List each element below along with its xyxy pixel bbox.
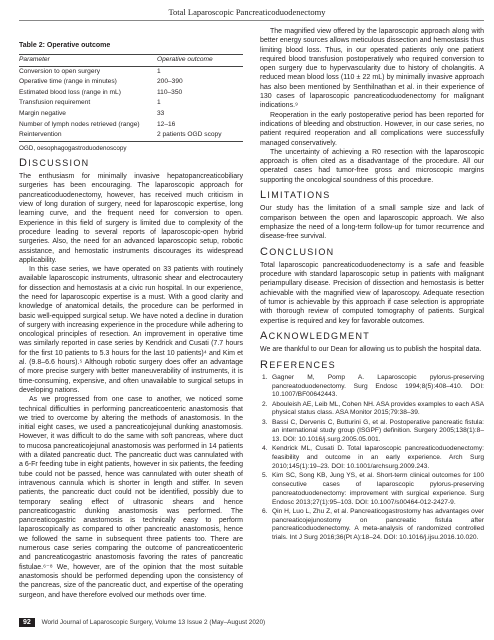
table-cell-outcome: 200–390 (157, 78, 183, 86)
table-cell-outcome: 1 (157, 99, 161, 107)
reference-text: Qin H, Luo L, Zhu Z, et al. Pancreaticogastrostomy has advantages over pancreaticojejunostomy on pancreatic fistula after pancreaticoduodenectomy. A meta-analysis of randomized controlled trials. Int J Surg 2016;36(Pt A):18–24. DOI: 10.1016/j.ijsu.2016.10.020. (272, 507, 484, 542)
reference-number: 1. (262, 373, 268, 381)
table-cell-outcome: 33 (157, 110, 165, 117)
table-cell-outcome: 1 (157, 67, 161, 75)
table-cell-parameter: Reintervention (19, 130, 157, 141)
reference-item (260, 508, 484, 543)
table-cell-parameter: Conversion to open surgery (19, 67, 101, 75)
reference-text: Abouleish AE, Leib ML, Cohen NH. ASA provides examples to each ASA physical status class. ASA Monitor 2015;79:38–39. (272, 400, 484, 417)
reference-number: 5. (262, 472, 268, 480)
acknowledgment-text: We are thankful to our Dean for allowing us to publish the hospital data. (260, 346, 482, 354)
reference-number: 2. (262, 400, 268, 408)
reference-list (260, 374, 484, 543)
references-heading: REFERENCES (260, 358, 336, 371)
table-row (19, 66, 243, 77)
discussion-heading: DISCUSSION (19, 156, 90, 169)
reference-text: Bassi C, Dervenis C, Butturini G, et al. Postoperative pancreatic fistula: an international study group (ISGPF) definition. Surgery 2005;138(1):8–13. DOI: 10.1016/j.surg.2005.05.001. (272, 418, 484, 444)
table-cell-outcome: 12–16 (157, 120, 176, 128)
table-cell-parameter: Margin negative (19, 110, 66, 117)
table-row (19, 119, 243, 130)
page-footer (19, 618, 484, 627)
reference-item (260, 472, 484, 507)
table-cell-parameter: Transfusion requirement (19, 99, 91, 107)
discussion-paragraph: Reoperation in the early postoperative period has been reported for indications of bleeding and obstruction. However, in our case series, no patient required reoperation and all complications were successfully managed conservatively. (260, 111, 484, 147)
table-cell-parameter: Number of lymph nodes retrieved (range) (19, 120, 140, 128)
table-header-parameter: Parameter (19, 55, 157, 66)
acknowledgment-heading: ACKNOWLEDGMENT (260, 329, 371, 342)
table-title: Table 2: Operative outcome (19, 42, 111, 49)
discussion-paragraph: The magnified view offered by the laparoscopic approach along with better energy sources allows meticulous dissection and hemostasis thus limiting blood loss. Thus, in our operated patients only one patient required blood transfusion postoperatively who required conversion to open surgery due to hypervascularity due to history of cholangitis. A reduced mean blood loss (110 ± 22 mL) by minimally invasive approach has also been mentioned by Senthilnathan et al. in their experience of 130 cases of laparoscopic pancreaticoduodenectomy for malignant indications.⁹ (260, 28, 484, 110)
reference-text: Gagner M, Pomp A. Laparoscopic pylorus-preserving pancreatoduodenectomy. Surg Endosc 1994;8(5):408–410. DOI: 10.1007/BF00642443. (272, 373, 484, 399)
table-cell-parameter: Operative time (range in minutes) (19, 78, 117, 86)
reference-item (260, 374, 484, 400)
discussion-paragraph: In this case series, we have operated on 33 patients with routinely available laparoscopic instruments, ultrasonic shear and electrocautery for dissection and hemostasis at a civic run hospital. In our experience, the need for laparoscopic expertise is a must. With a good clarity and knowledge of anatomical details, the procedure can be performed in basic well-equipped surgical setup. We have noted a decline in duration of surgery with increasing experience in the procedure while adhering to oncological principles of resection. An improvement in operative time was similarly reported in case series by Kendrick and Cusati (7.7 hours for the first 10 patients to 5.3 hours for the last 10 patients)⁴ and Kim et al. (9.8–6.6 hours).⁵ Although robotic surgery does offer an advantage of more precise surgery with better maneuverability of instruments, it is time-consuming, expensive, and often unavailable to surgical setups in developing nations. (19, 266, 243, 394)
discussion-paragraph: The enthusiasm for minimally invasive hepatopancreaticobiliary surgeries has been encouraging. The laparoscopic approach for pancreaticoduodenectomy, however, has received much criticism in view of long duration of surgery, need for laparoscopic expertise, long learning curve, and the frequent need for conversion to open. Experience in this field of surgery is limited due to complexity of the procedure leading to several reports of laparoscopic-open hybrid surgeries. Also, the need for an advanced laparoscopic setup, robotic assistance, and hemostatic instruments discourages its widespread applicability. (19, 173, 243, 264)
table-cell-outcome: 110–350 (157, 88, 183, 96)
table-row (19, 109, 243, 120)
table-header-outcome: Operative outcome (157, 55, 243, 66)
table-row (19, 98, 243, 109)
reference-item (260, 445, 484, 471)
reference-number: 3. (262, 418, 268, 426)
conclusion-text: Total laparoscopic pancreaticoduodenectomy is a safe and feasible procedure with standard laparoscopic setup in patients with malignant periampullary disease. Precision of dissection and hemostasis is better achievable with the magnified view of laparoscopy. Adequate resection of tumor is achievable by this approach if case selection is appropriate with thorough review of computed tomography of patients. Surgical expertise is required and key for favorable outcomes. (260, 261, 484, 325)
table-header-row (19, 55, 243, 66)
table-row (19, 130, 243, 141)
conclusion-heading: CONCLUSION (260, 245, 335, 258)
reference-number: 6. (262, 507, 268, 515)
table-row (19, 77, 243, 88)
limitations-heading: LIMITATIONS (260, 189, 331, 202)
journal-citation: World Journal of Laparoscopic Surgery, Volume 13 Issue 2 (May–August 2020) (41, 619, 266, 626)
right-column (260, 27, 484, 543)
running-head: Total Laparoscopic Pancreaticoduodenectomy (168, 7, 326, 17)
operative-outcome-table (19, 54, 243, 141)
reference-number: 4. (262, 445, 268, 453)
table-cell-parameter: Estimated blood loss (range in mL) (19, 88, 121, 96)
limitations-text: Our study has the limitation of a small sample size and lack of comparison between the open and laparoscopic approach. We also emphasize the need of a long-term follow-up for tumor recurrence and disease-free survival. (260, 205, 484, 241)
left-column (19, 27, 243, 600)
table-footnote: OGD, oesophagogastroduodenoscopy (19, 144, 127, 152)
table-cell-outcome: 2 patients OGD scopy (157, 130, 243, 141)
discussion-paragraph: As we progressed from one case to another, we noticed some technical difficulties in performing pancreaticoenteric anastomosis that we tried to overcome by altering the methods of anastomosis. In the initial eight cases, we used a pancreaticojejunal dunking anastomosis. However, it was difficult to do the same with soft pancreas, where duct to mucosa pancreaticojejunal anastomosis was performed in 14 patients with a dilated pancreatic duct. The pancreatic duct was cannulated with a 6-Fr feeding tube in eight patients, however in six patients, the feeding tube could not be passed, hence was cannulated with outer sheath of intravenous cannula which is shorter in length and stiffer. In seven patients, the pancreatic duct could not be identified, possibly due to temporary sealing effect of ultrasonic shears and hence pancreaticogastric dunking anastomosis was performed. The pancreaticogastric anastomosis is technically easy to perform laparoscopically as compared to other pancreatic anastomosis, hence we followed the same in subsequent three patients too. There are numerous case series comparing the outcome of pancreaticoenteric and pancreaticogastric anastomosis favoring the rates of pancreatic fistulae.⁶⁻⁸ We, however, are of the opinion that the most suitable anastomosis should be performed depending upon the consistency of the pancreas, size of the pancreatic duct, and expertise of the operating surgeon, and have therefore evolved our methods over time. (19, 396, 243, 599)
page-number: 92 (19, 618, 35, 627)
reference-text: Kim SC, Song KB, Jung YS, et al. Short-term clinical outcomes for 100 consecutive cases of laparoscopic pylorus-preserving pancreatoduodenectomy: improvement with surgical experience. Surg Endosc 2013;27(1):95–103. DOI: 10.1007/s00464-012-2427-9. (272, 472, 484, 506)
reference-text: Kendrick ML, Cusati D. Total laparoscopic pancreaticoduodenectomy: feasibility and outcome in an early experience. Arch Surg 2010;145(1):19–23. DOI: 10.1001/archsurg.2009.243. (272, 445, 484, 470)
reference-item (260, 401, 484, 419)
header-rule (19, 20, 484, 21)
table-row (19, 88, 243, 99)
discussion-paragraph: The uncertainty of achieving a R0 resection with the laparoscopic approach is often cited as a disadvantage of the procedure. All our operated cases had tumor-free gross and microscopic margins supporting the oncological soundness of this procedure. (260, 148, 484, 184)
reference-item (260, 419, 484, 445)
